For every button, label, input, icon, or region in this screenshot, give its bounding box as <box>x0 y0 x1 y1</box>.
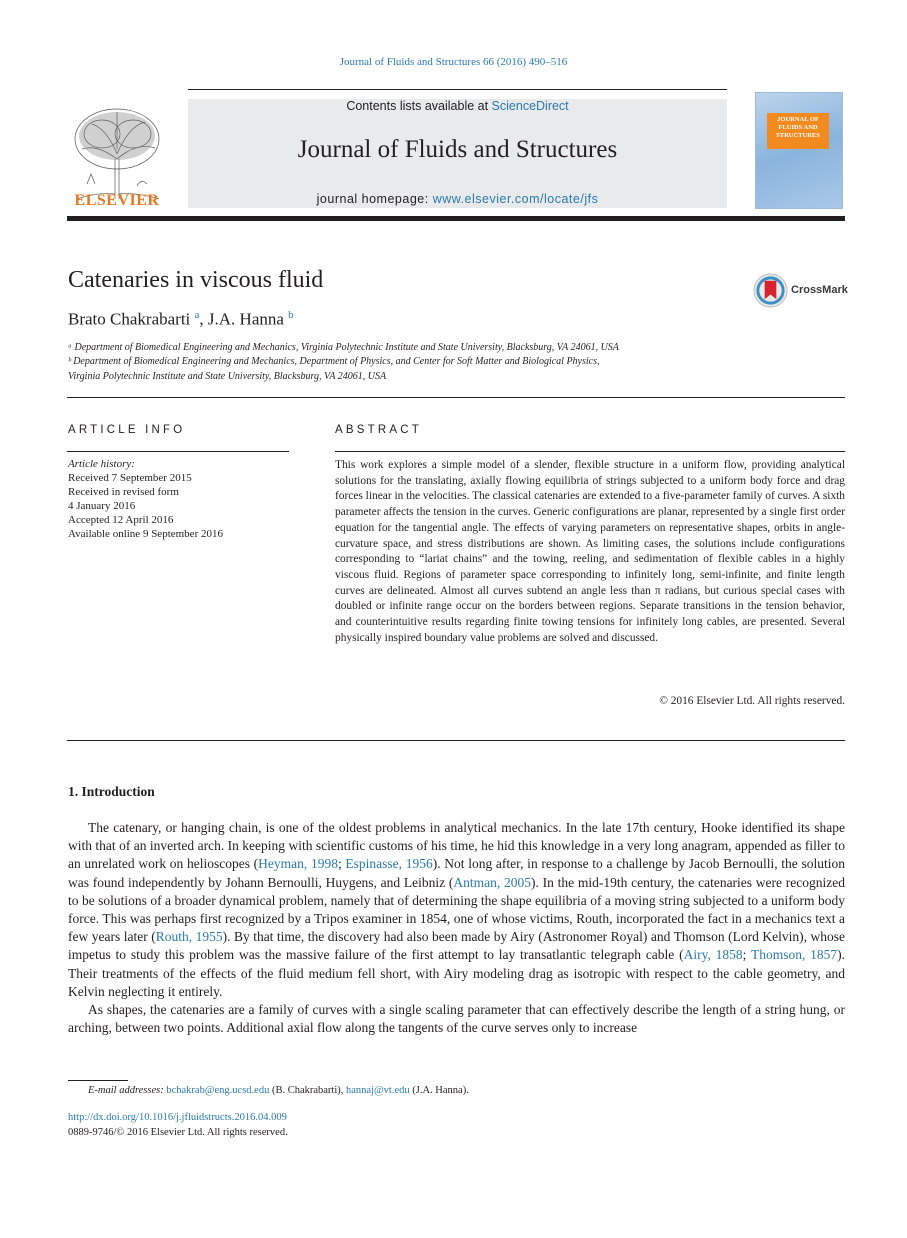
footnote-rule <box>68 1080 128 1081</box>
homepage-link[interactable]: www.elsevier.com/locate/jfs <box>432 192 599 206</box>
elsevier-wordmark: ELSEVIER <box>74 192 160 209</box>
journal-cover-image[interactable] <box>755 92 843 209</box>
intro-body <box>68 819 845 1037</box>
crossmark-label[interactable]: CrossMark <box>791 284 848 296</box>
contents-prefix: Contents lists available at <box>346 99 492 113</box>
article-info-heading: ARTICLE INFO <box>68 424 186 436</box>
article-title: Catenaries in viscous fluid <box>68 267 324 293</box>
homepage-line <box>188 192 727 206</box>
history-item: 4 January 2016 <box>68 500 136 512</box>
history-item: Available online 9 September 2016 <box>68 528 223 540</box>
header-top-rule <box>188 89 727 90</box>
abstract-copyright: © 2016 Elsevier Ltd. All rights reserved. <box>659 695 845 707</box>
body-text: The catenary, or hanging chain, is one of the oldest problems in analytical mechanics. In the late 17th century, Hooke identified its shape with that of an inverted arch. In keeping with scientific customs of his time, he hid this knowledge in a very long anagram, appended as filler to an unrelated work on helioscopes ( <box>68 820 845 872</box>
citation-link[interactable]: Thomson, 1857 <box>750 947 838 963</box>
body-text: ). In the mid-19th century, the catenaries were recognized to be solutions of a broader dynamical problem, namely that of determining the shape equilibria of a moving string subjected to a uniform body force. This was perhaps first recognized by a Tripos examiner in 1854, one of whose victims, Routh, incorporated the fact in a mechanics text a few years later ( <box>68 874 845 945</box>
author-separator: , <box>199 309 208 329</box>
doi-link[interactable]: http://dx.doi.org/10.1016/j.jfluidstructs.2016.04.009 <box>68 1112 287 1123</box>
author-name: Brato Chakrabarti <box>68 309 191 329</box>
paragraph <box>68 819 845 1001</box>
affiliation-marker[interactable]: b <box>288 309 294 321</box>
divider <box>67 397 845 398</box>
email-owner: (J.A. Hanna). <box>409 1085 469 1096</box>
affiliation-a: ᵃ Department of Biomedical Engineering and Mechanics, Virginia Polytechnic Institute and State University, Blacksburg, VA 24061, USA <box>68 342 619 353</box>
affiliation-b-continued: Virginia Polytechnic Institute and State University, Blacksburg, VA 24061, USA <box>68 371 387 382</box>
homepage-prefix: journal homepage: <box>316 192 433 206</box>
affiliation-marker[interactable]: a <box>194 309 200 321</box>
history-label: Article history: <box>68 458 135 470</box>
author-list <box>68 309 294 330</box>
paragraph: As shapes, the catenaries are a family of curves with a single scaling parameter that can effectively describe the length of a string hung, or arching, between two points. Additional axial flow along the tangents of the curve serves only to increase <box>68 1002 845 1036</box>
citation-link[interactable]: Antman, 2005 <box>453 874 532 890</box>
body-text: ; <box>337 856 346 872</box>
body-text: ). Not long after, in response to a challenge by Jacob Bernoulli, the solution was found independently by Johann Bernoulli, Huygens, and Leibniz ( <box>68 856 845 890</box>
journal-cover-label: JOURNAL OF FLUIDS AND STRUCTURES <box>767 113 829 149</box>
body-text: ). By that time, the discovery had also been made by Airy (Astronomer Royal) and Thomson (Lord Kelvin), whose impetus to study this problem was the massive failure of the first attempt to lay transatlantic telegraph cable ( <box>68 929 845 963</box>
divider <box>335 451 845 452</box>
journal-title: Journal of Fluids and Structures <box>297 136 618 163</box>
section-heading: 1. Introduction <box>68 784 155 799</box>
divider <box>67 740 845 741</box>
issn-line: 0889-9746/© 2016 Elsevier Ltd. All rights reserved. <box>68 1127 288 1138</box>
email-footnote <box>88 1085 469 1096</box>
email-link[interactable]: bchakrab@eng.ucsd.edu <box>166 1085 270 1096</box>
history-item: Received 7 September 2015 <box>68 472 192 484</box>
affiliation-b: ᵇ Department of Biomedical Engineering and Mechanics, Department of Physics, and Center for Soft Matter and Biological Physics, <box>68 356 600 367</box>
citation-link[interactable]: Routh, 1955 <box>155 929 223 945</box>
body-text: ; <box>742 947 751 963</box>
email-label: E-mail addresses: <box>88 1085 167 1096</box>
citation-link[interactable]: Heyman, 1998 <box>258 856 338 872</box>
author-name: J.A. Hanna <box>207 309 284 329</box>
history-item: Received in revised form <box>68 486 179 498</box>
sciencedirect-link[interactable]: ScienceDirect <box>491 99 569 113</box>
email-owner: (B. Chakrabarti), <box>269 1085 347 1096</box>
citation-link[interactable]: Airy, 1858 <box>683 947 743 963</box>
history-item: Accepted 12 April 2016 <box>68 514 174 526</box>
citation-link[interactable]: Espinasse, 1956 <box>345 856 433 872</box>
abstract-heading: ABSTRACT <box>335 424 422 436</box>
divider <box>67 451 289 452</box>
body-text: ). Their treatments of the effects of the fluid medium fell short, with Airy modeling drag as isotropic with respect to the cable geometry, and Kelvin neglecting it entirely. <box>68 947 845 999</box>
journal-reference[interactable]: Journal of Fluids and Structures 66 (2016) 490–516 <box>339 56 568 68</box>
doi-line <box>68 1112 287 1123</box>
email-link[interactable]: hannaj@vt.edu <box>346 1085 410 1096</box>
abstract-text: This work explores a simple model of a slender, flexible structure in a uniform flow, providing analytical solutions for the translating, axially flowing equilibria of strings subjected to a uniform body force and drag forces linear in the velocities. The classical catenaries are extended to a five-parameter family of curves. A sixth parameter affects the tension in the curves. Generic configurations are planar, represented by a single first order equation for the tangential angle. The effects of varying parameters on representative shapes, orbits in angle-curvature space, and stress distributions are shown. As limiting cases, the solutions include configurations corresponding to “lariat chains” and the towing, reeling, and sedimentation of flexible cables in a highly viscous fluid. Regions of parameter space corresponding to infinitely long, semi-infinite, and finite length curves are delineated. Almost all curves subtend an angle less than π radians, but curious special cases with doubled or infinite range occur on the borders between regions. Separate transitions in the tension behavior, and counterintuitive results regarding finite towing tensions for infinitely long cables, are presented. Several physically inspired boundary value problems are solved and discussed. <box>335 459 845 644</box>
contents-line <box>188 99 727 113</box>
header-divider <box>67 216 845 221</box>
crossmark-icon[interactable] <box>753 273 788 308</box>
